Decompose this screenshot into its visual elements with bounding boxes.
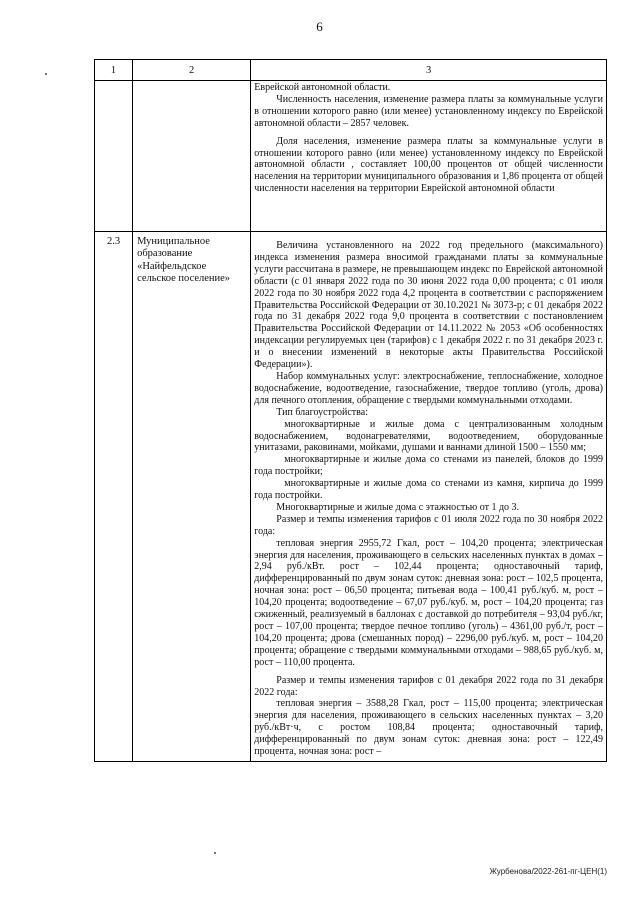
scan-speck (45, 73, 47, 75)
table-row (95, 232, 607, 762)
header-cell-3: 3 (251, 60, 607, 81)
row-content-cell (251, 81, 607, 232)
row-name-cell: Муниципальное образование «Найфельдское сельское поселение» (133, 232, 251, 762)
paragraph: тепловая энергия 2955,72 Гкал, рост – 104,20 процента; электрическая энергия для населения, проживающего в сельских населенных пунктах в домах – 2,94 руб./кВт. рост – 102,44 процента; одноставочный тариф, дифференцированный по двум зонам суток: дневная зона: рост – 102,5 процента, ночная зона: рост – 06,50 процента; питьевая вода – 100,41 руб./куб. м, рост – 104,20 процента; водоотведение – 67,07 руб./куб. м, рост – 104,20 процента; газ сжиженный, реализуемый в баллонах с доставкой до потребителя – 93,04 руб./кг, рост – 107,00 процента; твердое печное топливо (уголь) – 4361,00 руб./т, рост – 104,20 процента; дрова (смешанных пород) – 2296,00 руб./куб. м, рост – 104,20 процента; обращение с твердыми коммунальными отходами – 988,65 руб./куб. м, рост – 110,00 процента. (254, 537, 603, 668)
paragraph: многоквартирные и жилые дома со стенами из панелей, блоков до 1999 года постройки; (254, 454, 603, 478)
paragraph: Тип благоустройства: (276, 406, 368, 418)
paragraph: многоквартирные и жилые дома со стенами из камня, кирпича до 1999 года постройки. (254, 478, 603, 502)
header-cell-2: 2 (133, 60, 251, 81)
paragraph: Величина установленного на 2022 год предельного (максимального) индекса изменения размера вносимой гражданами платы за коммунальные услуги рассчитана в размере, не превышающем индекс по Еврейской автономной области (с 01 января 2022 года по 30 июня 2022 года 0,00 процента; с 01 июля 2022 года по 30 ноября 2022 года 4,2 процента в соответствии с распоряжением Правительства Российской Федерации от 30.10.2021 № 3073-р; с 01 декабря 2022 года по 31 декабря 2022 года 9,0 процента в соответствии с постановлением Правительства Российской Федерации от 14.11.2022 № 2053 «Об особенностях индексации регулируемых цен (тарифов) с 1 декабря 2022 г. по 31 декабря 2023 г. и о внесении изменений в некоторые акты Правительства Российской Федерации»). (254, 240, 603, 371)
paragraph: Набор коммунальных услуг: электроснабжение, теплоснабжение, холодное водоснабжение, водоотведение, газоснабжение, твердое топливо (уголь, дрова) для печного отопления, обращение с твердыми коммунальными отходами. (254, 370, 603, 406)
row-number-cell: 2.3 (95, 232, 133, 762)
row-name-cell (133, 81, 251, 232)
paragraph: Численность населения, изменение размера платы за коммунальные услуги в отношении которого равно (или менее) установленному индексу по Еврейской автономной области – 2857 человек. (254, 93, 603, 129)
table-header-row (95, 60, 607, 81)
row-number-cell (95, 81, 133, 232)
header-cell-1: 1 (95, 60, 133, 81)
document-footer: Журбенова/2022-261-пг-ЦЕН(1) (489, 867, 607, 876)
paragraph: Размер и темпы изменения тарифов с 01 июля 2022 года по 30 ноября 2022 года: (254, 513, 603, 537)
regulation-table (94, 59, 607, 762)
paragraph: многоквартирные и жилые дома с централизованным холодным водоснабжением, водонагревателями, водоотведением, оборудованные унитазами, раковинами, мойками, душами и ваннами длиной 1500 – 1550 мм; (254, 418, 603, 454)
paragraph: Многоквартирные и жилые дома с этажностью от 1 до 3. (276, 501, 520, 513)
paragraph: Еврейской автономной области. (254, 82, 391, 93)
row-content-cell (251, 232, 607, 762)
paragraph: Доля населения, изменение размера платы за коммунальные услуги в отношении которого равно (или менее) установленному индексу по Еврейской автономной области , составляет 100,00 процентов от общей численности населения на территории муниципального образования и 1,86 процента от общей численности населения на территории Еврейской автономной области (254, 135, 603, 195)
paragraph: тепловая энергия – 3588,28 Гкал, рост – 115,00 процента; электрическая энергия для населения, проживающего в сельских населенных пунктах – 3,20 руб./кВт·ч, с ростом 108,84 процента; одноставочный тариф, дифференцированный по двум зонам суток: дневная зона: рост – 122,49 процента, ночная зона: рост – (254, 698, 603, 758)
page-number: 6 (316, 19, 323, 34)
paragraph: Размер и темпы изменения тарифов с 01 декабря 2022 года по 31 декабря 2022 года: (254, 674, 603, 698)
table-row (95, 81, 607, 232)
scan-speck (214, 852, 216, 854)
